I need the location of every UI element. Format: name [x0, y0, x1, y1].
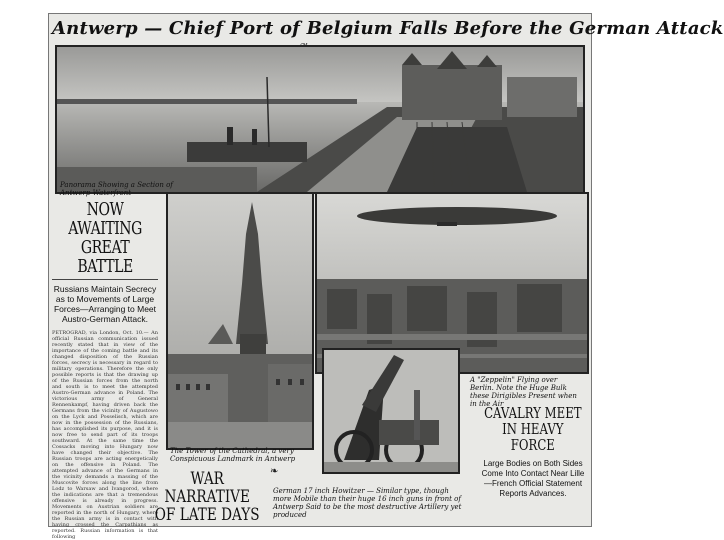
left-story	[52, 199, 158, 540]
right-story-headline	[479, 405, 587, 453]
zeppelin-photo	[315, 192, 589, 374]
panorama-caption: Panorama Showing a Section of Antwerp Waterfront	[60, 181, 173, 197]
howitzer-caption: German 17 inch Howitzer — Similar type, though more Mobile than their huge 16 inch guns in front of Antwerp Said to be the most destructive Artillery yet produced	[273, 487, 462, 519]
bottom-story-headline-line1: WAR NARRATIVE	[164, 469, 250, 507]
panorama-photo	[55, 45, 585, 194]
left-story-body: PETROGRAD, via London, Oct. 10.— An official Russian communication issued recently stated that in view of the importance of the coming battle and its changed disposition of the Russian forces, secrecy is necessary in regard to military operations. Therefore the only possible reports is that the drawing up of the Russian forces from the north and south is to meet the attempted Austro-German advance in Poland. The victorious army of General Rennenkampf, having driven back the Germans from the vicinity of Augustowo on the Lyck and Posselisch, which are now in the possession of the Russians, has accomplished its purpose, and it is now free to send part of its troops southward. At the same time the Cossacks moving into Hungary now have changed their objective. The Russian troops are acting energetically on the offensive in Poland. The attempted advance of the Germans in the vicinity demands a massing of the Muscovite forces along the line from Lodz to Warsaw and Ivangorod, where the indications are that a tremendous offensive is already in progress. Movements on Austrian soldiers are reported in the north of Hungary, where the Russian army is in contact with having crossed the Carpathians as reported. Russian information is that following	[52, 330, 158, 540]
bottom-story-headline-line2: OF LATE DAYS	[154, 505, 260, 525]
cathedral-caption: The Tower of the Cathedral, a very Conspicuous Landmark in Antwerp	[170, 447, 296, 463]
left-story-headline-line2: GREAT BATTLE	[77, 237, 133, 277]
right-story-subhead: Large Bodies on Both Sides Come Into Contact Near Lille—French Official Statement Reports Advances.	[481, 459, 585, 498]
left-story-headline	[52, 200, 158, 276]
howitzer-photo	[322, 348, 460, 474]
right-story-headline-line1: CAVALRY MEET	[484, 404, 582, 422]
right-story-headline-line2: IN HEAVY FORCE	[502, 420, 564, 454]
caption-ornament: ❧	[270, 466, 279, 477]
left-story-rule	[52, 279, 158, 280]
page-headline: Antwerp — Chief Port of Belgium Falls Before the German Attack	[52, 18, 724, 39]
bottom-story-headline	[152, 469, 260, 525]
left-story-subhead: Russians Maintain Secrecy as to Movements of Large Forces—Arranging to Meet Austro-German Attack.	[53, 284, 157, 324]
right-story	[479, 405, 587, 499]
cathedral-photo	[166, 192, 314, 450]
left-story-headline-line1: NOW AWAITING	[68, 199, 142, 239]
zeppelin-caption: A "Zeppelin" Flying over Berlin. Note the Huge Bulk these Dirigibles Present when in the Air	[470, 376, 577, 408]
